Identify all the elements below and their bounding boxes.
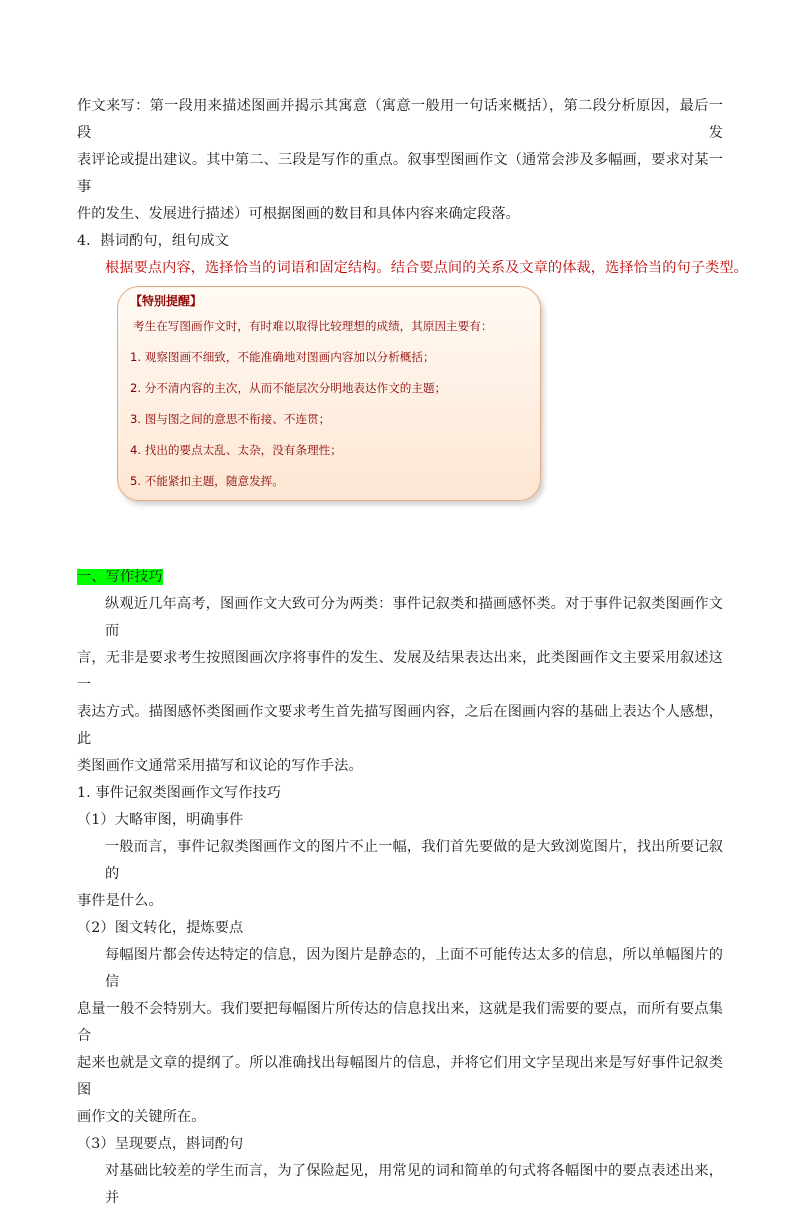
callout-intro: 考生在写图画作文时，有时难以取得比较理想的成绩，其原因主要有： [133,319,493,333]
callout-title: 【特别提醒】 [130,294,203,308]
callout-item-3: 3. 图与图之间的意思不衔接、不连贯； [130,412,331,426]
step3-line-1: 对基础比较差的学生而言，为了保险起见，用常见的词和简单的句式将各幅图中的要点表述出来，并 [105,1163,723,1206]
step4-body: 根据要点内容，选择恰当的词语和固定结构。结合要点间的关系及文章的体裁，选择恰当的句子类型。 [105,260,748,276]
step2-line-4: 画作文的关键所在。 [77,1109,206,1125]
section-title [77,564,723,591]
callout-item-2: 2. 分不清内容的主次，从而不能层次分明地表达作文的主题； [130,381,447,395]
step2-heading: （2）图文转化，提炼要点 [77,920,244,936]
callout-item-1: 1. 观察图画不细致，不能准确地对图画内容加以分析概括； [130,350,435,364]
callout-item-4: 4. 找出的要点太乱、太杂，没有条理性； [130,443,342,457]
intro-line-3: 件的发生、发展进行描述）可根据图画的数目和具体内容来确定段落。 [77,206,520,222]
step1-line-2: 事件是什么。 [77,893,163,909]
section-title-text: 一、写作技巧 [77,569,163,585]
sub1-heading: 1. 事件记叙类图画作文写作技巧 [77,785,282,801]
special-reminder-callout [117,286,541,501]
step2-line-1: 每幅图片都会传达特定的信息，因为图片是静态的，上面不可能传达太多的信息，所以单幅图片的信 [105,947,723,990]
intro-line-2: 表评论或提出建议。其中第二、三段是写作的重点。叙事型图画作文（通常会涉及多幅画，要求对某一事 [77,152,723,195]
section-para-line-1: 纵观近几年高考，图画作文大致可分为两类：事件记叙类和描画感怀类。对于事件记叙类图画作文而 [105,596,723,639]
intro-line-1: 作文来写：第一段用来描述图画并揭示其寓意（寓意一般用一句话来概括），第二段分析原因，最后一段发 [77,98,723,141]
step1-heading: （1）大略审图，明确事件 [77,812,244,828]
document-page [77,93,748,1212]
step3-heading: （3）呈现要点，斟词酌句 [77,1136,244,1152]
step2-line-3: 起来也就是文章的提纲了。所以准确找出每幅图片的信息，并将它们用文字呈现出来是写好事件记叙类图 [77,1055,723,1098]
callout-item-5: 5. 不能紧扣主题，随意发挥。 [130,474,284,488]
section-para-line-2: 言，无非是要求考生按照图画次序将事件的发生、发展及结果表达出来，此类图画作文主要采用叙述这一 [77,650,723,693]
spacer [77,501,723,564]
section-para-line-3: 表达方式。描图感怀类图画作文要求考生首先描写图画内容，之后在图画内容的基础上表达个人感想，此 [77,704,723,747]
section-para-line-4: 类图画作文通常采用描写和议论的写作手法。 [77,758,363,774]
step1-line-1: 一般而言，事件记叙类图画作文的图片不止一幅，我们首先要做的是大致浏览图片，找出所要记叙的 [105,839,723,882]
step4-heading: 4．斟词酌句，组句成文 [77,233,230,249]
step2-line-2: 息量一般不会特别大。我们要把每幅图片所传达的信息找出来，这就是我们需要的要点，而所有要点集合 [77,1001,723,1044]
